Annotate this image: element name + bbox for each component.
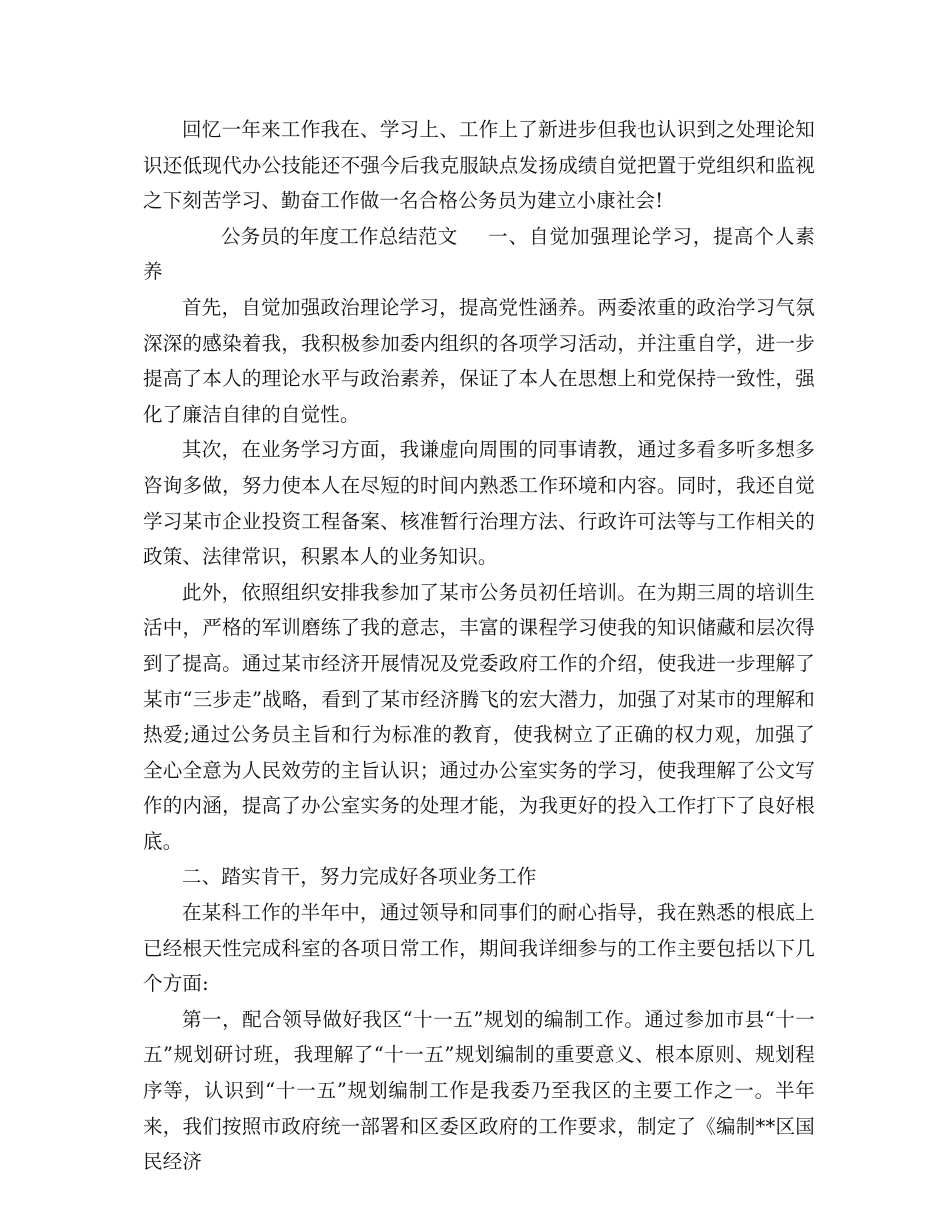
paragraph-work-overview: 在某科工作的半年中，通过领导和同事们的耐心指导，我在熟悉的根底上已经根天性完成科室的各项日常工作，期间我详细参与的工作主要包括以下几个方面: xyxy=(143,901,815,996)
paragraph-training: 此外，依照组织安排我参加了某市公务员初任培训。在为期三周的培训生活中，严格的军训磨练了我的意志，丰富的课程学习使我的知识储藏和层次得到了提高。通过某市经济开展情况及党委政府工作的介绍，使我进一步理解了某市“三步走”战略，看到了某市经济腾飞的宏大潜力，加强了对某市的理解和热爱;通过公务员主旨和行为标准的教育，使我树立了正确的权力观，加强了全心全意为人民效劳的主旨认识；通过办公室实务的学习，使我理解了公文写作的内涵，提高了办公室实务的处理才能，为我更好的投入工作打下了良好根底。 xyxy=(143,580,815,853)
section-heading-2: 二、踏实肯干，努力完成好各项业务工作 xyxy=(182,865,537,889)
document-body xyxy=(143,112,815,1180)
document-title: 公务员的年度工作总结范文 xyxy=(221,224,458,248)
section-heading-1: 一、自觉加强理论学习，提高个人素养 xyxy=(143,224,815,284)
paragraph-theory-study: 首先，自觉加强政治理论学习，提高党性涵养。两委浓重的政治学习气氛深深的感染着我，我积极参加委内组织的各项学习活动，并注重自学，进一步提高了本人的理论水平与政治素养，保证了本人在思想上和党保持一致性，强化了廉洁自律的自觉性。 xyxy=(143,295,815,426)
paragraph-intro: 回忆一年来工作我在、学习上、工作上了新进步但我也认识到之处理论知识还低现代办公技能还不强今后我克服缺点发扬成绩自觉把置于党组织和监视之下刻苦学习、勤奋工作做一名合格公务员为建立小康社会! xyxy=(143,118,815,213)
paragraph-business-study: 其次，在业务学习方面，我谦虚向周围的同事请教，通过多看多听多想多咨询多做，努力使本人在尽短的时间内熟悉工作环境和内容。同时，我还自觉学习某市企业投资工程备案、核准暂行治理方法、行政许可法等与工作相关的政策、法律常识，积累本人的业务知识。 xyxy=(143,438,815,569)
heading-line xyxy=(143,219,815,290)
paragraph-planning-work: 第一，配合领导做好我区“十一五”规划的编制工作。通过参加市县“十一五”规划研讨班，我理解了“十一五”规划编制的重要意义、根本原则、规划程序等，认识到“十一五”规划编制工作是我委乃至我区的主要工作之一。半年来，我们按照市政府统一部署和区委区政府的工作要求，制定了《编制**区国民经济 xyxy=(143,1007,815,1174)
